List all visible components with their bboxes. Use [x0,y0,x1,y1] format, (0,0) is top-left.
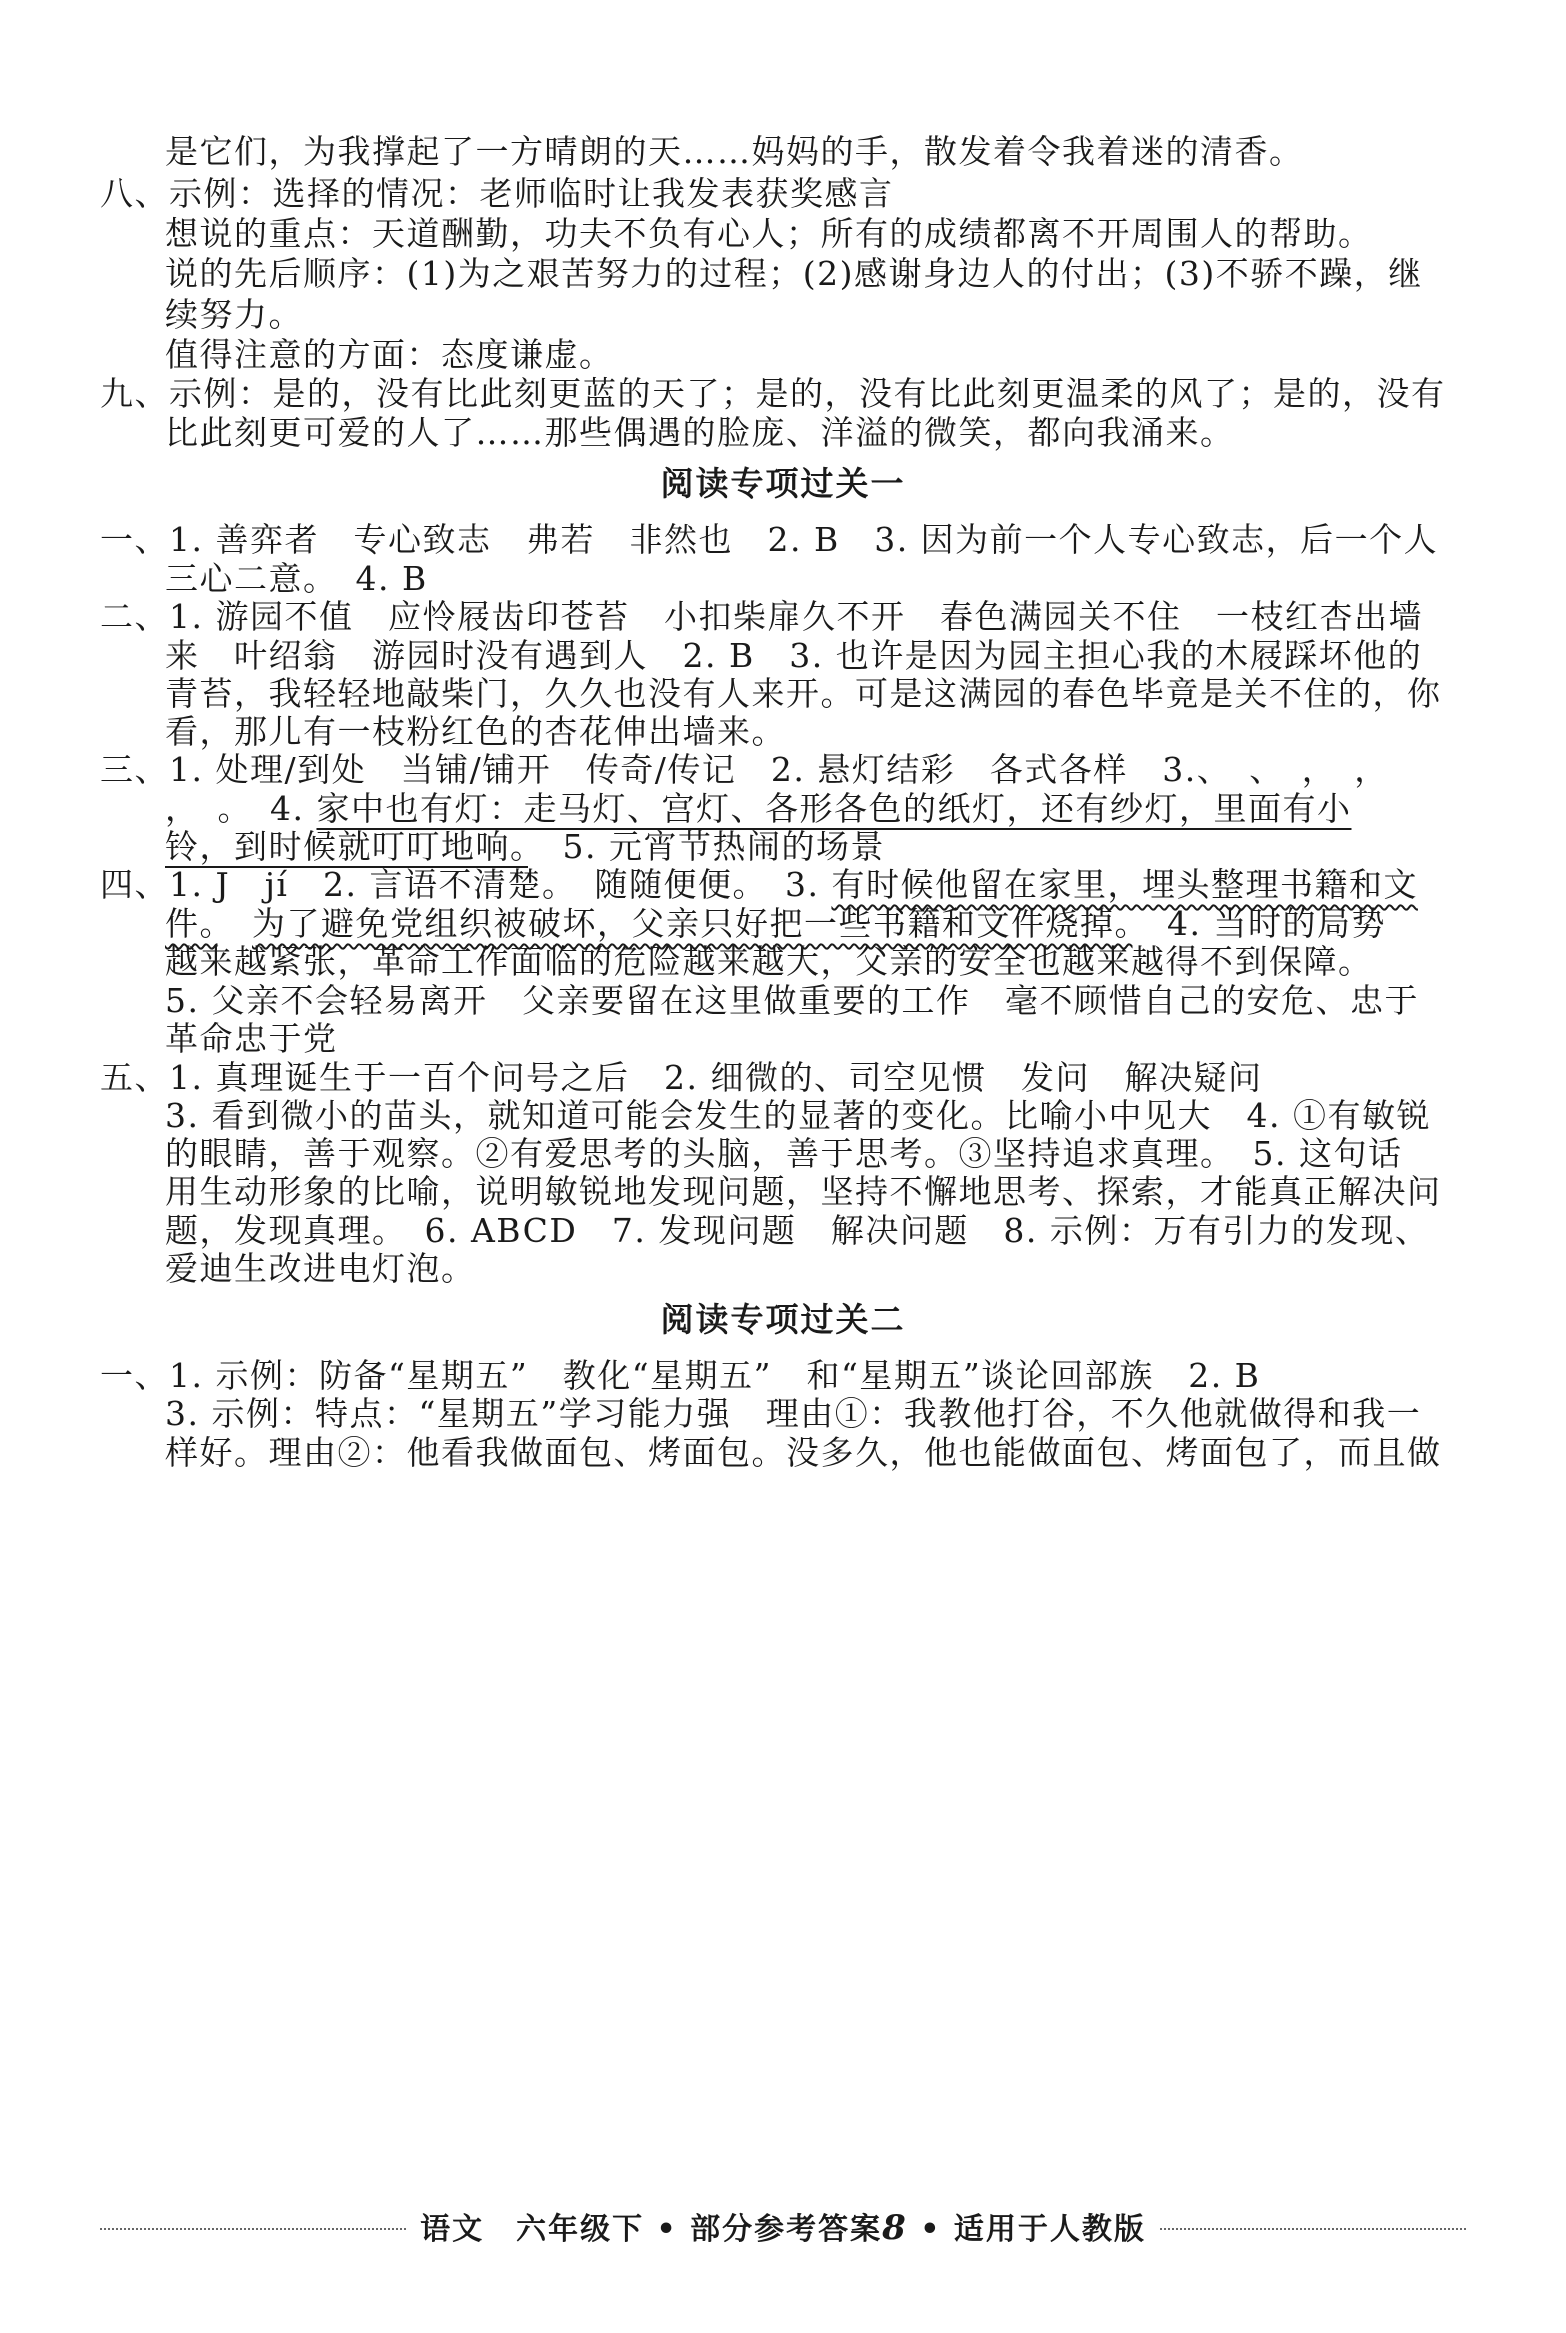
text-line: 值得注意的方面：态度谦虚。 [165,335,614,374]
text-line: 比此刻更可爱的人了……那些偶遇的脸庞、洋溢的微笑，都向我涌来。 [165,413,1235,452]
text-line: 革命忠于党 [165,1019,338,1058]
section-heading-1: 阅读专项过关一 [660,464,906,503]
text-line: 一、1. 善弈者 专心致志 弗若 非然也 2. B 3. 因为前一个人专心致志，后一个人 [100,520,1439,559]
text-line [100,865,1418,905]
wavy-underlined-sentence: 件。 [165,904,218,943]
text-line: 看，那儿有一枝粉红色的杏花伸出墙来。 [165,712,786,751]
text-line: 说的先后顺序：(1)为之艰苦努力的过程；(2)感谢身边人的付出；(3)不骄不躁，继 [165,254,1423,293]
text-line: 3. 示例：特点：“星期五”学习能力强 理由①：我教他打谷，不久他就做得和我一 [165,1394,1422,1433]
text-line: 一、1. 示例：防备“星期五” 教化“星期五” 和“星期五”谈论回部族 2. B [100,1356,1261,1395]
text-span: ， 。 4. [165,789,317,828]
footer-left: 语文 六年级下 • 部分参考答案 [420,2212,883,2247]
text-line: 三心二意。 4. B [165,559,428,598]
text-line: 越来越紧张，革命工作面临的危险越来越大，父亲的安全也越来越得不到保障。 [165,942,1373,981]
footer-right: • 适用于人教版 [907,2212,1146,2247]
text-line: 题，发现真理。 6. ABCD 7. 发现问题 解决问题 8. 示例：万有引力的发现、 [165,1211,1430,1250]
page-footer [0,2208,1566,2250]
text-line: 五、1. 真理诞生于一百个问号之后 2. 细微的、司空见惯 发问 解决疑问 [100,1058,1263,1097]
text-line [165,904,1386,944]
text-line [165,789,1351,829]
text-span [218,904,253,943]
text-line: 来 叶绍翁 游园时没有遇到人 2. B 3. 也许是因为园主担心我的木屐踩坏他的 [165,636,1423,675]
text-line: 想说的重点：天道酬勤，功夫不负有心人；所有的成绩都离不开周围人的帮助。 [165,214,1373,253]
text-span: 5. 元宵节热闹的场景 [528,827,885,866]
text-line: 二、1. 游园不值 应怜屐齿印苍苔 小扣柴扉久不开 春色满园关不住 一枝红杏出墙 [100,597,1423,636]
section-heading-2: 阅读专项过关二 [660,1300,906,1339]
underlined-sentence: 铃，到时候就叮叮地响。 [165,827,528,866]
footer-label [406,2208,1160,2248]
text-span: 四、1. J jí 2. 言语不清楚。 随随便便。 3. [100,865,832,904]
text-line: 样好。理由②：他看我做面包、烤面包。没多久，他也能做面包、烤面包了，而且做 [165,1433,1442,1472]
text-line: 三、1. 处理/到处 当铺/铺开 传奇/传记 2. 悬灯结彩 各式各样 3.、 、 ， ， [100,750,1389,789]
text-line: 是它们，为我撑起了一方晴朗的天……妈妈的手，散发着令我着迷的清香。 [165,132,1304,171]
text-line: 八、示例：选择的情况：老师临时让我发表获奖感言 [100,174,894,213]
text-line: 爱迪生改进电灯泡。 [165,1249,476,1288]
text-line: 5. 父亲不会轻易离开 父亲要留在这里做重要的工作 毫不顾惜自己的安危、忠于 [165,981,1419,1020]
text-line: 用生动形象的比喻，说明敏锐地发现问题，坚持不懈地思考、探索，才能真正解决问 [165,1172,1442,1211]
wavy-underlined-sentence: 有时候他留在家里，埋头整理书籍和文 [831,865,1418,904]
text-line: 青苔，我轻轻地敲柴门，久久也没有人来开。可是这满园的春色毕竟是关不住的，你 [165,674,1442,713]
text-line [165,827,885,867]
underlined-sentence: 家中也有灯：走马灯、宫灯、各形各色的纸灯，还有纱灯，里面有小 [316,789,1352,828]
text-line: 续努力。 [165,295,303,334]
page-number: 8 [882,2208,908,2248]
text-line: 的眼睛，善于观察。②有爱思考的头脑，善于思考。③坚持追求真理。 5. 这句话 [165,1134,1403,1173]
wavy-underlined-sentence: 为了避免党组织被破坏，父亲只好把一些书籍和文件烧掉。 [252,904,1133,943]
text-line: 3. 看到微小的苗头，就知道可能会发生的显著的变化。比喻小中见大 4. ①有敏锐 [165,1096,1431,1135]
text-line: 九、示例：是的，没有比此刻更蓝的天了；是的，没有比此刻更温柔的风了；是的，没有 [100,374,1446,413]
text-span: 4. 当时的局势 [1132,904,1386,943]
